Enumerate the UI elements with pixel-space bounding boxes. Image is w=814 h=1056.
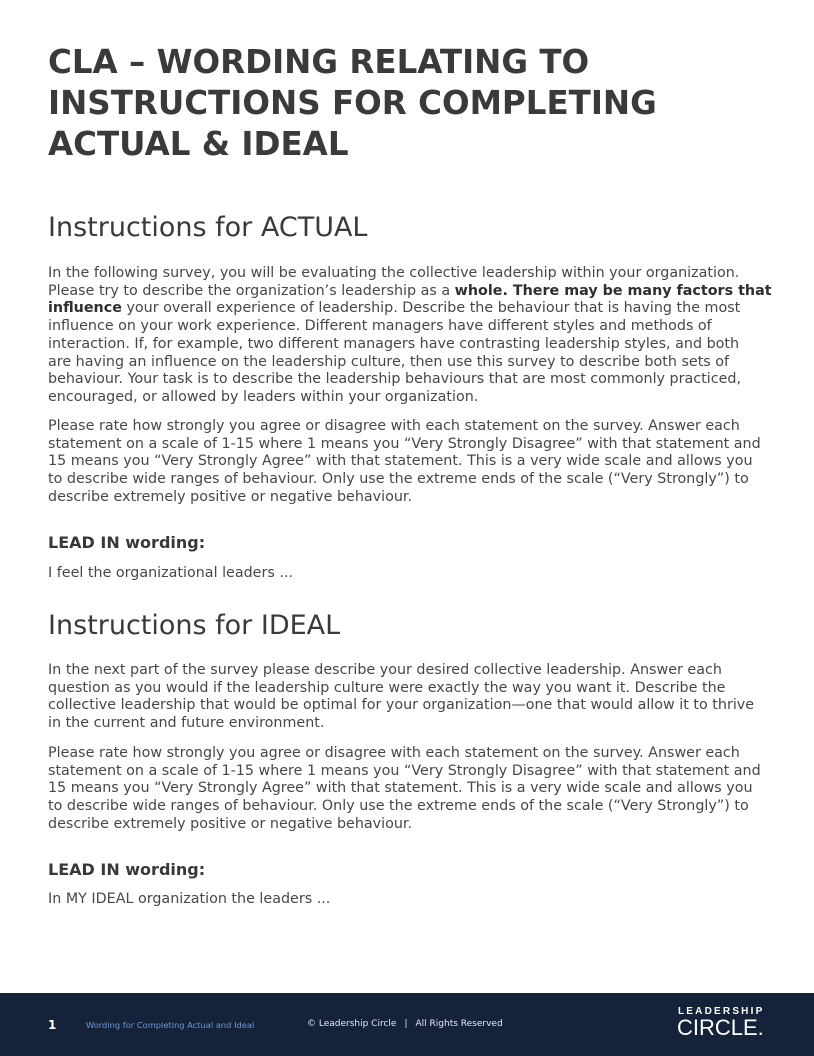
lead-in-text-ideal: In MY IDEAL organization the leaders ...	[48, 891, 331, 907]
lead-in-label-actual: LEAD IN wording:	[48, 533, 206, 552]
line-text: Please try to describe the organization’s leadership as a	[48, 282, 451, 299]
paragraph-line	[48, 283, 772, 301]
paragraph-line: question as you would if the leadership culture were exactly the way you want it. Describe the	[48, 679, 726, 696]
footer-separator: |	[404, 1019, 408, 1029]
footer-copyright	[307, 1019, 503, 1030]
paragraph-line: 15 means you “Very Strongly Agree” with that statement. This is a very wide scale and allows you	[48, 453, 753, 470]
document-title	[48, 42, 657, 165]
ideal-intro-paragraph	[48, 662, 754, 733]
section-heading-ideal: Instructions for IDEAL	[48, 610, 341, 641]
title-line: CLA – WORDING RELATING TO	[48, 43, 590, 81]
title-line: INSTRUCTIONS FOR COMPLETING	[48, 84, 657, 122]
copyright-text: © Leadership Circle	[307, 1019, 397, 1029]
paragraph-line: collective leadership that would be optimal for your organization—one that would allow it to thrive	[48, 697, 755, 714]
lead-in-label-ideal: LEAD IN wording:	[48, 860, 206, 879]
paragraph-line: Please rate how strongly you agree or disagree with each statement on the survey. Answer each	[48, 745, 740, 761]
title-line: ACTUAL & IDEAL	[48, 125, 349, 163]
paragraph-line: influence on your work experience. Different managers have different styles and methods of	[48, 318, 712, 335]
actual-rating-paragraph	[48, 418, 761, 507]
paragraph-line: In the next part of the survey please describe your desired collective leadership. Answer each	[48, 662, 722, 678]
paragraph-line: interaction. If, for example, two different managers have contrasting leadership styles, and both	[48, 335, 740, 352]
paragraph-line: statement on a scale of 1-15 where 1 means you “Very Strongly Disagree” with that statement and	[48, 762, 761, 779]
paragraph-line: Please rate how strongly you agree or disagree with each statement on the survey. Answer each	[48, 418, 740, 434]
paragraph-line: to describe wide ranges of behaviour. Only use the extreme ends of the scale (“Very Strongly”) to	[48, 471, 749, 488]
paragraph-line: describe extremely positive or negative behaviour.	[48, 488, 413, 505]
emphasis-text: whole. There may be many factors that	[454, 282, 772, 299]
logo-circle-text: CIRCLE.	[677, 1015, 764, 1040]
emphasis-text: influence	[48, 300, 122, 317]
footer-document-name: Wording for Completing Actual and Ideal	[86, 1020, 255, 1030]
paragraph-line: 15 means you “Very Strongly Agree” with that statement. This is a very wide scale and allows you	[48, 780, 753, 797]
paragraph-line: describe extremely positive or negative behaviour.	[48, 815, 413, 832]
page-footer	[0, 993, 814, 1056]
paragraph-line: to describe wide ranges of behaviour. Only use the extreme ends of the scale (“Very Strongly”) to	[48, 798, 749, 815]
paragraph-line: behaviour. Your task is to describe the leadership behaviours that are most commonly practiced,	[48, 371, 741, 388]
paragraph-line: are having an influence on the leadership culture, then use this survey to describe both sets of	[48, 353, 730, 370]
ideal-rating-paragraph	[48, 745, 761, 834]
page-number: 1	[48, 1018, 57, 1032]
lead-in-text-actual: I feel the organizational leaders ...	[48, 565, 293, 581]
section-heading-actual: Instructions for ACTUAL	[48, 212, 368, 243]
line-text: your overall experience of leadership. Describe the behaviour that is having the most	[126, 300, 741, 317]
rights-text: All Rights Reserved	[415, 1019, 503, 1029]
paragraph-line: encouraged, or allowed by leaders within your organization.	[48, 388, 479, 405]
actual-intro-paragraph	[48, 265, 772, 407]
paragraph-line: statement on a scale of 1-15 where 1 means you “Very Strongly Disagree” with that statement and	[48, 435, 761, 452]
paragraph-line: in the current and future environment.	[48, 715, 325, 732]
paragraph-line	[48, 300, 772, 318]
paragraph-line: In the following survey, you will be evaluating the collective leadership within your organization.	[48, 265, 740, 281]
logo-leadership-text: LEADERSHIP	[678, 1006, 765, 1017]
